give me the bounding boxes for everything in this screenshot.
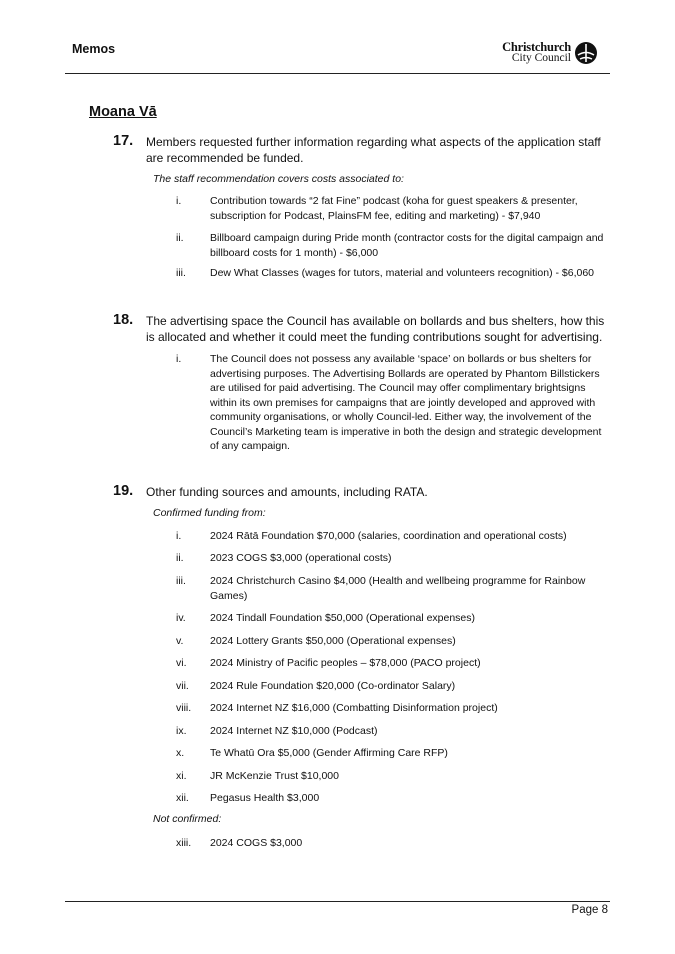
logo-line2: City Council (511, 52, 571, 64)
sub-item-number: iii. (176, 575, 186, 587)
sub-item-text: Pegasus Health $3,000 (210, 792, 320, 804)
sub-item-number: ii. (176, 232, 184, 244)
sub-item-number: ii. (176, 552, 184, 564)
item-number: 18. (113, 312, 134, 328)
sub-item-text: JR McKenzie Trust $10,000 (210, 770, 339, 782)
sub-item-text: 2024 Ministry of Pacific peoples – $78,000 (PACO project) (210, 657, 481, 669)
item-note: Not confirmed: (153, 813, 222, 825)
sub-item-text: 2024 COGS $3,000 (210, 837, 303, 849)
sub-item-text: 2024 Internet NZ $10,000 (Podcast) (210, 725, 378, 737)
sub-item-text: Billboard campaign during Pride month (contractor costs for the digital campaign and billboard costs for 1 month) - $6,000 (210, 232, 604, 259)
sub-item-number: xiii. (176, 837, 192, 849)
sub-item-text: Contribution towards “2 fat Fine” podcast (koha for guest speakers & presenter, subscription for Podcast, PlainsFM fee, editing and marketing) - $7,940 (210, 195, 578, 222)
page-number: Page 8 (571, 904, 608, 916)
sub-item-text: 2023 COGS $3,000 (operational costs) (210, 552, 392, 564)
sub-item-number: v. (176, 635, 184, 647)
sub-item-text: The Council does not possess any available ‘space’ on bollards or bus shelters for advertising purposes. The Advertising Bollards are operated by Phantom Billstickers are utilised for paid advertising. The Council may offer complimentary brightsigns within its own premises for campaigns that are jointly developed and approved with community organisations, or wholly Council-led. Either way, the involvement of the Council’s Marketing team is imperative in both the design and strategic development of any campaign. (210, 353, 602, 452)
page-header (65, 38, 610, 74)
sub-item-number: x. (176, 747, 185, 759)
page-footer (65, 901, 610, 916)
section-title: Moana Vā (89, 104, 157, 120)
header-title: Memos (72, 42, 116, 56)
logo-line1: Christchurch (502, 40, 571, 54)
sub-item-text: 2024 Tindall Foundation $50,000 (Operational expenses) (210, 612, 476, 624)
sub-item-number: ix. (176, 725, 187, 737)
item-text: Members requested further information regarding what aspects of the application staff are recommended be funded. (146, 135, 601, 165)
sub-item-number: xi. (176, 770, 187, 782)
sub-item-number: i. (176, 353, 182, 365)
sub-item-number: i. (176, 195, 182, 207)
sub-item-number: viii. (176, 702, 192, 714)
sub-item-text: 2024 Christchurch Casino $4,000 (Health and wellbeing programme for Rainbow Games) (210, 575, 586, 602)
sub-item-number: iv. (176, 612, 186, 624)
item-number: 19. (113, 483, 134, 499)
sub-item-number: i. (176, 530, 182, 542)
sub-item-text: 2024 Rātā Foundation $70,000 (salaries, coordination and operational costs) (210, 530, 567, 542)
item-text: The advertising space the Council has available on bollards and bus shelters, how this is allocated and whether it could meet the funding contributions sought for advertising. (146, 314, 605, 344)
sub-item-text: 2024 Internet NZ $16,000 (Combatting Disinformation project) (210, 702, 498, 714)
cathedral-logo-icon (574, 41, 598, 65)
item-note: The staff recommendation covers costs associated to: (153, 173, 404, 185)
sub-item-text: Te Whatū Ora $5,000 (Gender Affirming Care RFP) (210, 747, 448, 759)
sub-item-number: vi. (176, 657, 187, 669)
council-logo (502, 41, 598, 65)
sub-item-text: 2024 Rule Foundation $20,000 (Co-ordinator Salary) (210, 680, 456, 692)
sub-item-text: 2024 Lottery Grants $50,000 (Operational expenses) (210, 635, 456, 647)
item-number: 17. (113, 133, 134, 149)
sub-item-number: vii. (176, 680, 189, 692)
sub-item-number: iii. (176, 267, 186, 279)
item-text: Other funding sources and amounts, including RATA. (146, 485, 428, 499)
sub-item-number: xii. (176, 792, 189, 804)
sub-item-text: Dew What Classes (wages for tutors, material and volunteers recognition) - $6,060 (210, 267, 595, 279)
item-note: Confirmed funding from: (153, 507, 266, 519)
